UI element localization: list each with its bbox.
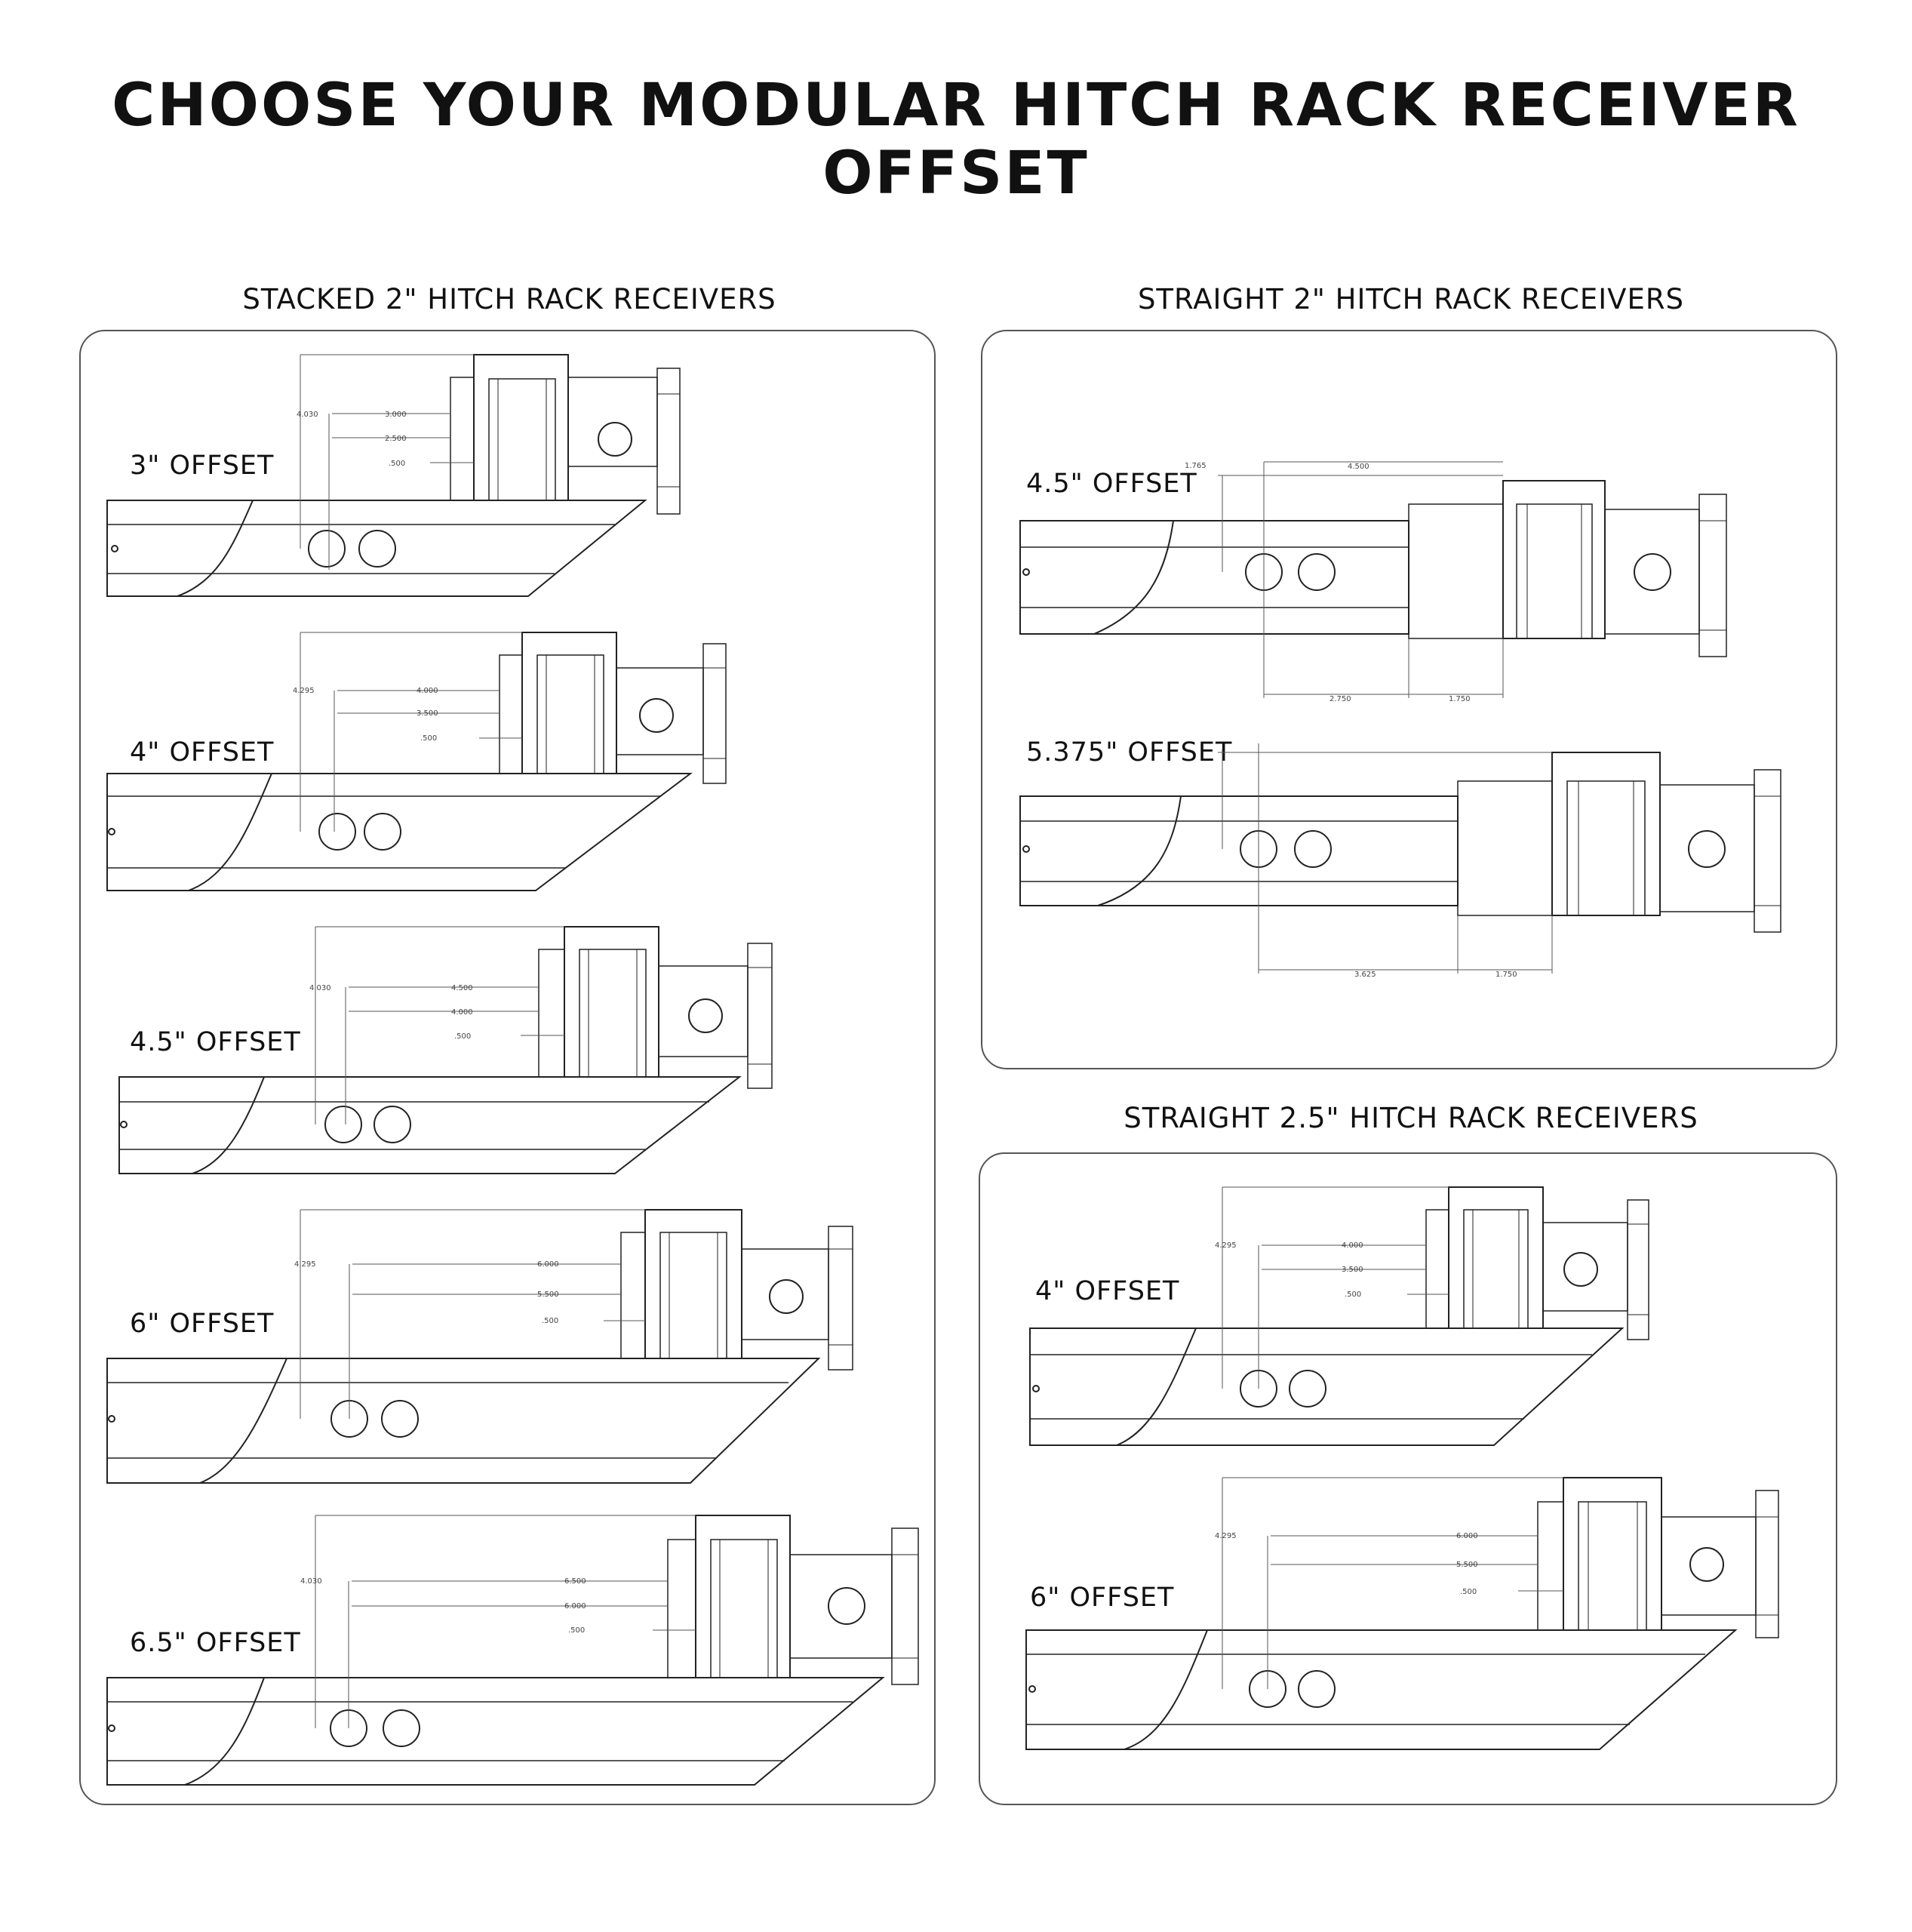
dim-height: 4.295: [294, 1260, 316, 1269]
straight-2-offset-label-2: 5.375" OFFSET: [1026, 737, 1233, 768]
dim-1: 6.500: [564, 1577, 586, 1586]
straight-2-diagram-1: [1020, 462, 1726, 703]
straight-2-diagram-2: [1020, 737, 1781, 979]
dim-1: 4.000: [1342, 1241, 1363, 1250]
stacked-diagram-5: [107, 1515, 918, 1785]
dim-3: .500: [420, 734, 438, 743]
dim-height: 4.295: [293, 687, 315, 695]
stacked-diagram-4: [107, 1210, 853, 1483]
dim-2: 5.500: [537, 1291, 559, 1299]
hitch-bar: [119, 1077, 739, 1174]
receiver-hole: [598, 423, 632, 456]
straight-2-offset-label-1: 4.5" OFFSET: [1026, 469, 1197, 499]
hitch-bar: [107, 774, 690, 891]
receiver-box: [474, 355, 568, 500]
hole-1: [309, 531, 345, 567]
hitch-bar: [1020, 796, 1458, 906]
dim-1: 4.500: [451, 984, 473, 992]
dim-2: 4.000: [451, 1008, 473, 1017]
page-title: CHOOSE YOUR MODULAR HITCH RACK RECEIVER OFFSET: [112, 72, 1800, 208]
dim-2: 6.000: [564, 1602, 586, 1611]
stacked-offset-label-4: 6" OFFSET: [130, 1309, 275, 1339]
stacked-offset-label-1: 3" OFFSET: [130, 451, 275, 481]
dim-bottom-right: 1.750: [1449, 695, 1471, 703]
straight-25-offset-label-2: 6" OFFSET: [1030, 1583, 1175, 1613]
straight-2-heading: STRAIGHT 2" HITCH RACK RECEIVERS: [1137, 283, 1685, 315]
dim-height: 4.295: [1215, 1532, 1237, 1540]
hitch-bar: [1026, 1630, 1735, 1749]
stacked-diagram-1: [107, 355, 680, 596]
straight-25-heading: STRAIGHT 2.5" HITCH RACK RECEIVERS: [1124, 1102, 1698, 1134]
stacked-offset-label-3: 4.5" OFFSET: [130, 1027, 301, 1057]
dim-top: 4.500: [1348, 463, 1369, 471]
dim-3: .500: [1460, 1588, 1477, 1596]
dim-bottom-left: 3.625: [1354, 971, 1376, 979]
stacked-diagram-2: [107, 632, 726, 891]
dim-1: 6.000: [537, 1260, 559, 1269]
dim-2: 5.500: [1456, 1561, 1478, 1569]
dim-bottom-left: 2.750: [1329, 695, 1351, 703]
straight-25-diagram-1: [1030, 1187, 1649, 1445]
stacked-diagram-3: [119, 927, 772, 1174]
dim-2: 3.500: [417, 709, 438, 718]
dim-height: 4.030: [309, 984, 331, 992]
dim-height: 4.295: [1215, 1241, 1237, 1250]
dim-height: 4.030: [297, 411, 318, 419]
dim-3: .500: [568, 1626, 586, 1635]
hitch-bar: [107, 1358, 819, 1483]
stacked-heading: STACKED 2" HITCH RACK RECEIVERS: [242, 283, 776, 315]
dim-height: 1.765: [1185, 462, 1207, 470]
straight-25-offset-label-1: 4" OFFSET: [1035, 1276, 1180, 1306]
dim-height: 4.030: [300, 1577, 322, 1586]
straight-25-diagram-2: [1026, 1478, 1778, 1749]
dim-3: .500: [454, 1032, 472, 1041]
stacked-offset-label-2: 4" OFFSET: [130, 737, 275, 768]
dim-2: 2.500: [385, 435, 407, 443]
dim-3: .500: [542, 1317, 559, 1325]
dim-2: 3.500: [1342, 1266, 1363, 1274]
dim-1: 4.000: [417, 687, 438, 695]
dim-1: 6.000: [1456, 1532, 1478, 1540]
hitch-bar: [107, 1678, 883, 1785]
hitch-pin-hole: [112, 546, 118, 552]
dim-1: 3.000: [385, 411, 407, 419]
stacked-offset-label-5: 6.5" OFFSET: [130, 1628, 301, 1658]
dim-3: .500: [1345, 1291, 1362, 1299]
dim-3: .500: [389, 460, 406, 468]
hitch-bar: [107, 500, 645, 596]
hole-2: [359, 531, 395, 567]
hitch-bar: [1020, 521, 1409, 634]
dim-bottom-right: 1.750: [1495, 971, 1517, 979]
